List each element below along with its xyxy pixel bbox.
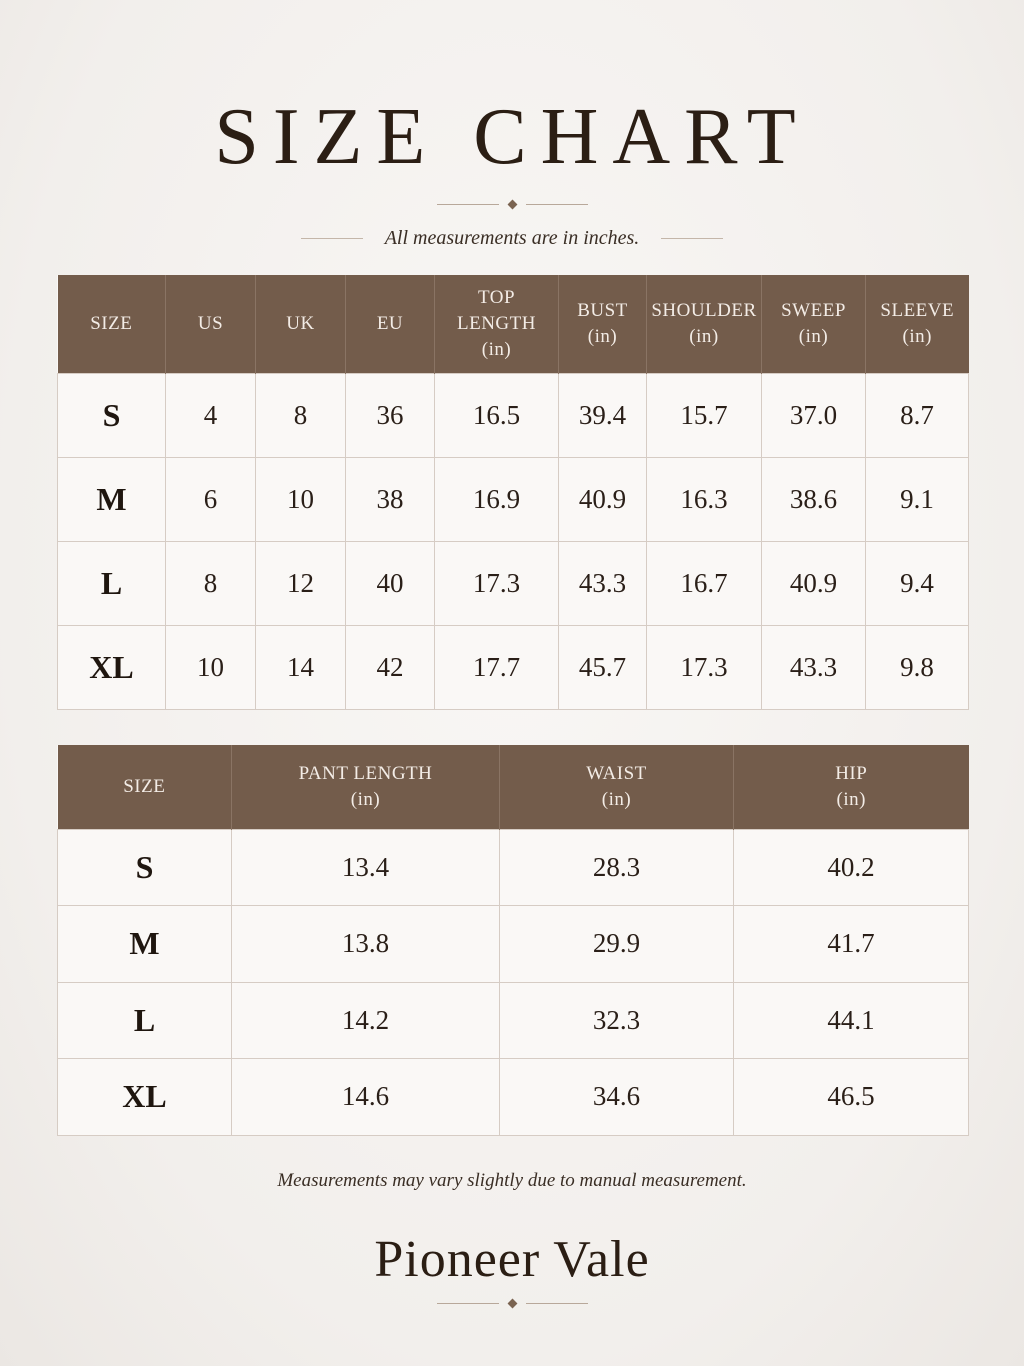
column-header (500, 745, 734, 829)
measurement-cell: 8.7 (866, 373, 969, 457)
table-row (58, 541, 969, 625)
column-header-line: TOP (477, 286, 516, 308)
measurement-cell: 8 (256, 373, 346, 457)
ornament-line (526, 1303, 588, 1304)
measurement-cell: 39.4 (559, 373, 647, 457)
measurement-cell: 14 (256, 625, 346, 709)
measurement-cell: 9.1 (866, 457, 969, 541)
ornament-line (437, 204, 499, 205)
measurement-cell: 29.9 (500, 906, 734, 983)
column-header (762, 275, 866, 373)
diamond-icon (507, 1298, 517, 1308)
title-ornament (0, 198, 1024, 210)
subtitle-row (0, 224, 1024, 252)
column-header-line: SHOULDER (651, 299, 757, 321)
measurement-cell: 45.7 (559, 625, 647, 709)
column-header-line: (in) (902, 325, 932, 347)
size-label-cell: M (58, 906, 232, 983)
measurement-cell: 40.9 (762, 541, 866, 625)
measurement-cell: 10 (166, 625, 256, 709)
top-size-table (57, 275, 969, 710)
column-header (734, 745, 969, 829)
measurement-cell: 9.8 (866, 625, 969, 709)
ornament-line (437, 1303, 499, 1304)
measurement-cell: 6 (166, 457, 256, 541)
bottom-table-body (58, 829, 969, 1135)
column-header (232, 745, 500, 829)
column-header (866, 275, 969, 373)
table-row (58, 982, 969, 1059)
column-header-line: LENGTH (457, 312, 536, 334)
measurement-cell: 15.7 (647, 373, 762, 457)
measurement-cell: 44.1 (734, 982, 969, 1059)
table-row (58, 457, 969, 541)
column-header-line: SLEEVE (880, 299, 955, 321)
subtitle-line (661, 238, 723, 239)
ornament-line (526, 204, 588, 205)
column-header-line: (in) (798, 325, 829, 347)
table-row (58, 829, 969, 906)
column-header-line: SIZE (123, 775, 166, 797)
column-header (166, 275, 256, 373)
table-row (58, 625, 969, 709)
size-label-cell: S (58, 373, 166, 457)
measurement-cell: 37.0 (762, 373, 866, 457)
measurement-cell: 36 (346, 373, 435, 457)
size-label-cell: XL (58, 1059, 232, 1136)
column-header-line: (in) (350, 788, 381, 810)
column-header (647, 275, 762, 373)
column-header-line: UK (286, 312, 315, 334)
bottom-size-table (57, 745, 969, 1136)
measurement-cell: 16.7 (647, 541, 762, 625)
measurement-cell: 16.3 (647, 457, 762, 541)
measurement-cell: 13.8 (232, 906, 500, 983)
column-header (435, 275, 559, 373)
column-header-line: BUST (577, 299, 628, 321)
measurement-cell: 38 (346, 457, 435, 541)
column-header-line: (in) (481, 338, 512, 360)
measurement-cell: 8 (166, 541, 256, 625)
measurement-cell: 42 (346, 625, 435, 709)
top-table-header-row (58, 275, 969, 373)
brand-ornament (0, 1297, 1024, 1309)
column-header (346, 275, 435, 373)
size-label-cell: XL (58, 625, 166, 709)
subtitle: All measurements are in inches. (384, 226, 640, 249)
size-label-cell: L (58, 982, 232, 1059)
measurement-cell: 12 (256, 541, 346, 625)
column-header-line: WAIST (586, 762, 647, 784)
table-row (58, 373, 969, 457)
measurement-cell: 13.4 (232, 829, 500, 906)
measurement-cell: 9.4 (866, 541, 969, 625)
table-row (58, 1059, 969, 1136)
column-header-line: PANT LENGTH (298, 762, 433, 784)
column-header-line: (in) (601, 788, 632, 810)
measurement-cell: 40 (346, 541, 435, 625)
measurement-cell: 14.6 (232, 1059, 500, 1136)
measurement-cell: 43.3 (762, 625, 866, 709)
column-header-line: SIZE (90, 312, 133, 334)
column-header-line: (in) (836, 788, 866, 810)
measurement-cell: 38.6 (762, 457, 866, 541)
measurement-cell: 17.7 (435, 625, 559, 709)
column-header-line: US (197, 312, 224, 334)
measurement-cell: 28.3 (500, 829, 734, 906)
size-label-cell: L (58, 541, 166, 625)
size-label-cell: M (58, 457, 166, 541)
measurement-cell: 17.3 (647, 625, 762, 709)
size-label-cell: S (58, 829, 232, 906)
column-header (559, 275, 647, 373)
measurement-cell: 10 (256, 457, 346, 541)
subtitle-line (301, 238, 363, 239)
measurement-cell: 32.3 (500, 982, 734, 1059)
column-header (58, 745, 232, 829)
column-header-line: SWEEP (781, 299, 846, 321)
column-header-line: (in) (587, 325, 618, 347)
measurement-cell: 17.3 (435, 541, 559, 625)
measurement-cell: 41.7 (734, 906, 969, 983)
measurement-cell: 46.5 (734, 1059, 969, 1136)
table-row (58, 906, 969, 983)
column-header-line: EU (376, 312, 404, 334)
diamond-icon (507, 199, 517, 209)
measurement-cell: 43.3 (559, 541, 647, 625)
measurement-cell: 4 (166, 373, 256, 457)
measurement-cell: 40.2 (734, 829, 969, 906)
column-header (256, 275, 346, 373)
column-header-line: HIP (835, 762, 868, 784)
brand-name: Pioneer Vale (374, 1231, 650, 1288)
measurement-cell: 14.2 (232, 982, 500, 1059)
bottom-table-header-row (58, 745, 969, 829)
measurement-cell: 34.6 (500, 1059, 734, 1136)
measurement-cell: 16.9 (435, 457, 559, 541)
top-table-body (58, 373, 969, 709)
measurement-note: Measurements may vary slightly due to manual measurement. (277, 1170, 747, 1191)
measurement-cell: 40.9 (559, 457, 647, 541)
page-title: SIZE CHART (214, 93, 810, 181)
column-header-line: (in) (689, 325, 719, 347)
measurement-cell: 16.5 (435, 373, 559, 457)
column-header (58, 275, 166, 373)
